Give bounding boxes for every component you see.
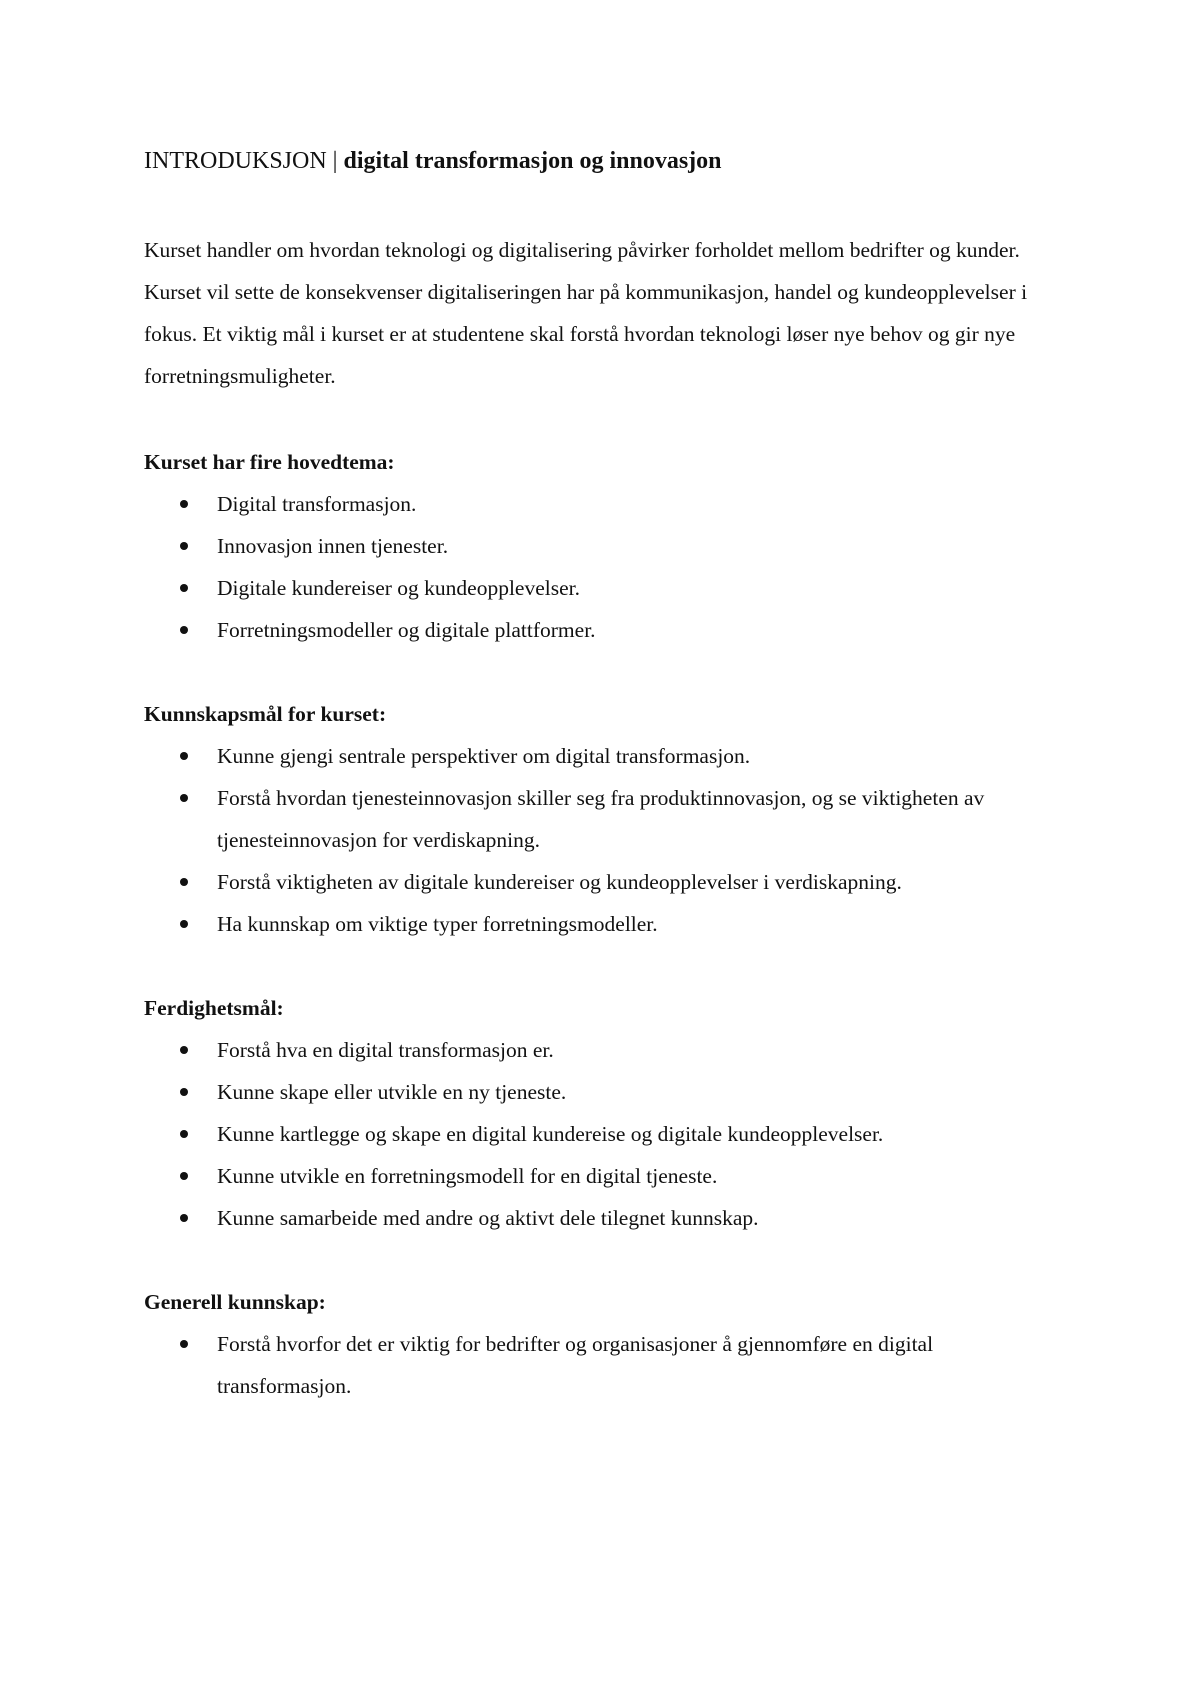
list-item-text: Innovasjon innen tjenester. (217, 534, 449, 558)
list-item (144, 483, 1064, 525)
list-item (144, 1029, 1064, 1071)
bullet-list (144, 735, 1064, 945)
list-item (144, 1155, 1064, 1197)
title-prefix: INTRODUKSJON | (144, 148, 344, 174)
section-generell-kunnskap (144, 1281, 1064, 1407)
list-item (144, 861, 1064, 903)
bullet-list (144, 1323, 1064, 1407)
bullet-icon (180, 794, 188, 802)
list-item-text: Ha kunnskap om viktige typer forretningsmodeller. (217, 912, 658, 936)
list-item (144, 903, 1064, 945)
bullet-icon (180, 1046, 188, 1054)
list-item-text: Kunne gjengi sentrale perspektiver om digital transformasjon. (217, 744, 751, 768)
list-item-text: Kunne samarbeide med andre og aktivt dele tilegnet kunnskap. (217, 1206, 759, 1230)
section-heading: Generell kunnskap: (144, 1290, 326, 1314)
bullet-icon (180, 920, 188, 928)
bullet-icon (180, 1130, 188, 1138)
bullet-icon (180, 1172, 188, 1180)
list-item (144, 1323, 1064, 1407)
list-item-text: Digitale kundereiser og kundeopplevelser. (217, 576, 581, 600)
list-item (144, 735, 1064, 777)
bullet-icon (180, 542, 188, 550)
bullet-icon (180, 1214, 188, 1222)
section-heading: Kunnskapsmål for kurset: (144, 702, 387, 726)
intro-paragraph: Kurset handler om hvordan teknologi og digitalisering påvirker forholdet mellom bedrifter og kunder. Kurset vil sette de konsekvenser digitaliseringen har på kommunikasjon, handel og kundeopplevelser i fokus. Et viktig mål i kurset er at studentene skal forstå hvordan teknologi løser nye behov og gir nye forretningsmuligheter. (144, 238, 1028, 388)
list-item-text: Digital transformasjon. (217, 492, 417, 516)
list-item-text: Kunne utvikle en forretningsmodell for en digital tjeneste. (217, 1164, 718, 1188)
list-item-text: Forstå hvordan tjenesteinnovasjon skiller seg fra produktinnovasjon, og se viktigheten av tjenesteinnovasjon for verdiskapning. (217, 786, 985, 852)
list-item (144, 567, 1064, 609)
list-item (144, 1197, 1064, 1239)
section-heading: Ferdighetsmål: (144, 996, 284, 1020)
bullet-icon (180, 752, 188, 760)
list-item-text: Kunne kartlegge og skape en digital kundereise og digitale kundeopplevelser. (217, 1122, 884, 1146)
list-item (144, 1113, 1064, 1155)
list-item (144, 609, 1064, 651)
section-kunnskapsmal (144, 693, 1064, 945)
bullet-icon (180, 584, 188, 592)
list-item-text: Forstå hvorfor det er viktig for bedrifter og organisasjoner å gjennomføre en digital transformasjon. (217, 1332, 934, 1398)
list-item (144, 525, 1064, 567)
list-item-text: Forstå hva en digital transformasjon er. (217, 1038, 554, 1062)
bullet-icon (180, 626, 188, 634)
bullet-list (144, 483, 1064, 651)
section-hovedtema (144, 441, 1064, 651)
bullet-icon (180, 1340, 188, 1348)
bullet-icon (180, 500, 188, 508)
bullet-icon (180, 878, 188, 886)
list-item (144, 777, 1064, 861)
title-rest: digital transformasjon og innovasjon (343, 148, 722, 174)
list-item-text: Kunne skape eller utvikle en ny tjeneste. (217, 1080, 567, 1104)
bullet-icon (180, 1088, 188, 1096)
list-item-text: Forstå viktigheten av digitale kundereiser og kundeopplevelser i verdiskapning. (217, 870, 902, 894)
list-item-text: Forretningsmodeller og digitale plattformer. (217, 618, 596, 642)
section-heading: Kurset har fire hovedtema: (144, 450, 395, 474)
bullet-list (144, 1029, 1064, 1239)
document-title (144, 144, 722, 178)
list-item (144, 1071, 1064, 1113)
section-ferdighetsmal (144, 987, 1064, 1239)
